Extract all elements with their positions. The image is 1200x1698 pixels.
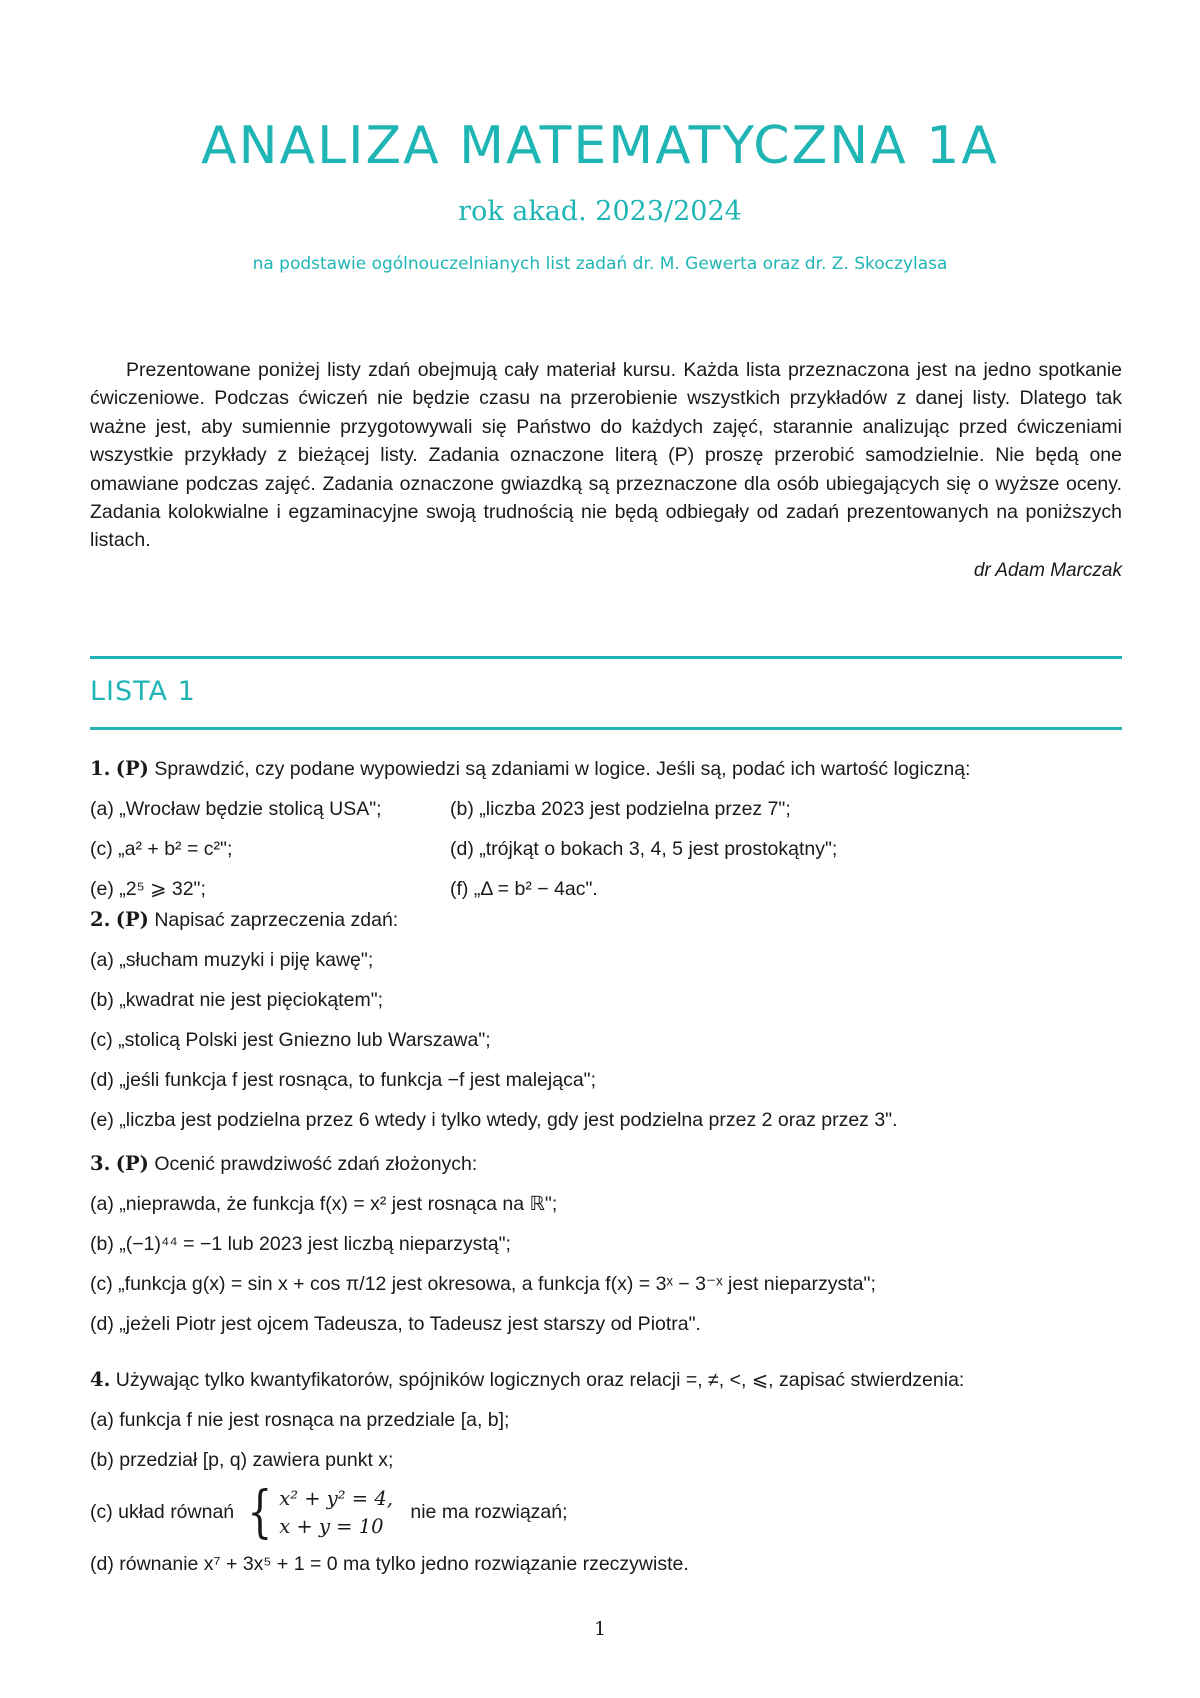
author-signature: dr Adam Marczak <box>973 560 1122 581</box>
item-c: (c) „stolicą Polski jest Gniezno lub Warszawa"; <box>90 1029 491 1051</box>
item-c: (c) „a² + b² = c²"; <box>90 838 233 860</box>
item-d: (d) „jeśli funkcja f jest rosnąca, to funkcja −f jest malejąca"; <box>90 1069 597 1091</box>
item-b: (b) „liczba 2023 jest podzielna przez 7"; <box>450 798 791 820</box>
exercise-1-row-1 <box>90 789 1130 829</box>
item-c <box>90 1480 1130 1544</box>
item-f: (f) „Δ = b² − 4ac". <box>450 878 598 900</box>
exercise-4-header <box>90 1360 1130 1400</box>
item-d: (d) równanie x⁷ + 3x⁵ + 1 = 0 ma tylko jedno rozwiązanie rzeczywiste. <box>90 1553 689 1575</box>
exercise-4 <box>90 1360 1130 1584</box>
item-e: (e) „liczba jest podzielna przez 6 wtedy i tylko wtedy, gdy jest podzielna przez 2 oraz przez 3". <box>90 1109 898 1131</box>
exercise-2 <box>90 900 1130 1140</box>
exercise-prompt: Napisać zaprzeczenia zdań: <box>154 909 399 931</box>
section-title: LISTA 1 <box>90 676 196 707</box>
exercise-tag: (P) <box>115 1152 149 1175</box>
exercise-1-row-2 <box>90 829 1130 869</box>
document-title: ANALIZA MATEMATYCZNA 1A <box>201 116 999 176</box>
item-c-suffix: nie ma rozwiązań; <box>410 1501 568 1523</box>
exercise-tag: (P) <box>115 908 149 931</box>
item-c-prefix: (c) układ równań <box>90 1501 235 1523</box>
exercise-3 <box>90 1144 1130 1344</box>
academic-year: rok akad. 2023/2024 <box>458 196 742 227</box>
source-note: na podstawie ogólnouczelnianych list zadań dr. M. Gewerta oraz dr. Z. Skoczylasa <box>252 254 948 274</box>
exercise-number: 4. <box>90 1368 111 1391</box>
exercise-1 <box>90 749 1130 909</box>
exercise-3-header <box>90 1144 1130 1184</box>
exercise-1-header <box>90 749 1130 789</box>
exercise-number: 3. <box>90 1152 111 1175</box>
section-rule-bottom <box>90 727 1122 730</box>
exercise-number: 2. <box>90 908 111 931</box>
equation-2: x + y = 10 <box>279 1514 384 1538</box>
item-b: (b) „kwadrat nie jest pięciokątem"; <box>90 989 384 1011</box>
item-e: (e) „2⁵ ⩾ 32"; <box>90 878 206 900</box>
exercise-2-header <box>90 900 1130 940</box>
item-d: (d) „trójkąt o bokach 3, 4, 5 jest prostokątny"; <box>450 838 838 860</box>
equation-1: x² + y² = 4, <box>279 1486 393 1510</box>
item-c: (c) „funkcja g(x) = sin x + cos π/12 jest okresowa, a funkcja f(x) = 3ˣ − 3⁻ˣ jest nieparzysta"; <box>90 1273 876 1295</box>
item-a: (a) „słucham muzyki i piję kawę"; <box>90 949 374 971</box>
item-a: (a) funkcja f nie jest rosnąca na przedziale [a, b]; <box>90 1409 510 1431</box>
exercise-prompt: Sprawdzić, czy podane wypowiedzi są zdaniami w logice. Jeśli są, podać ich wartość logiczną: <box>154 758 971 780</box>
item-d: (d) „jeżeli Piotr jest ojcem Tadeusza, to Tadeusz jest starszy od Piotra". <box>90 1313 701 1335</box>
exercise-tag: (P) <box>115 757 149 780</box>
item-a: (a) „nieprawda, że funkcja f(x) = x² jest rosnąca na ℝ"; <box>90 1193 558 1215</box>
item-b: (b) „(−1)⁴⁴ = −1 lub 2023 jest liczbą nieparzystą"; <box>90 1233 511 1255</box>
exercise-number: 1. <box>90 757 111 780</box>
item-a: (a) „Wrocław będzie stolicą USA"; <box>90 798 382 820</box>
intro-paragraph: Prezentowane poniżej listy zdań obejmują cały materiał kursu. Każda lista przeznaczona jest na jedno spotkanie ćwiczeniowe. Podczas ćwiczeń nie będzie czasu na przerobienie wszystkich przykładów z danej listy. Dlatego tak ważne jest, aby sumiennie przygotowywali się Państwo do każdych zajęć, starannie analizując przed ćwiczeniami wszystkie przykłady z bieżącej listy. Zadania oznaczone literą (P) proszę przerobić samodzielnie. Nie będą one omawiane podczas zajęć. Zadania oznaczone gwiazdką są przeznaczone dla osób ubiegających się o wyższe oceny. Zadania kolokwialne i egzaminacyjne swoją trudnością nie będą odbiegały od zadań prezentowanych na poniższych listach. <box>90 359 1122 552</box>
equation-rows <box>279 1485 393 1541</box>
exercise-prompt: Używając tylko kwantyfikatorów, spójników logicznych oraz relacji =, ≠, <, ⩽, zapisać stwierdzenia: <box>115 1369 965 1391</box>
left-brace-icon: { <box>246 1479 272 1545</box>
page-number: 1 <box>593 1618 607 1640</box>
section-rule-top <box>90 656 1122 659</box>
item-b: (b) przedział [p, q) zawiera punkt x; <box>90 1449 394 1471</box>
exercise-prompt: Ocenić prawdziwość zdań złożonych: <box>154 1153 478 1175</box>
equation-system <box>240 1479 405 1545</box>
